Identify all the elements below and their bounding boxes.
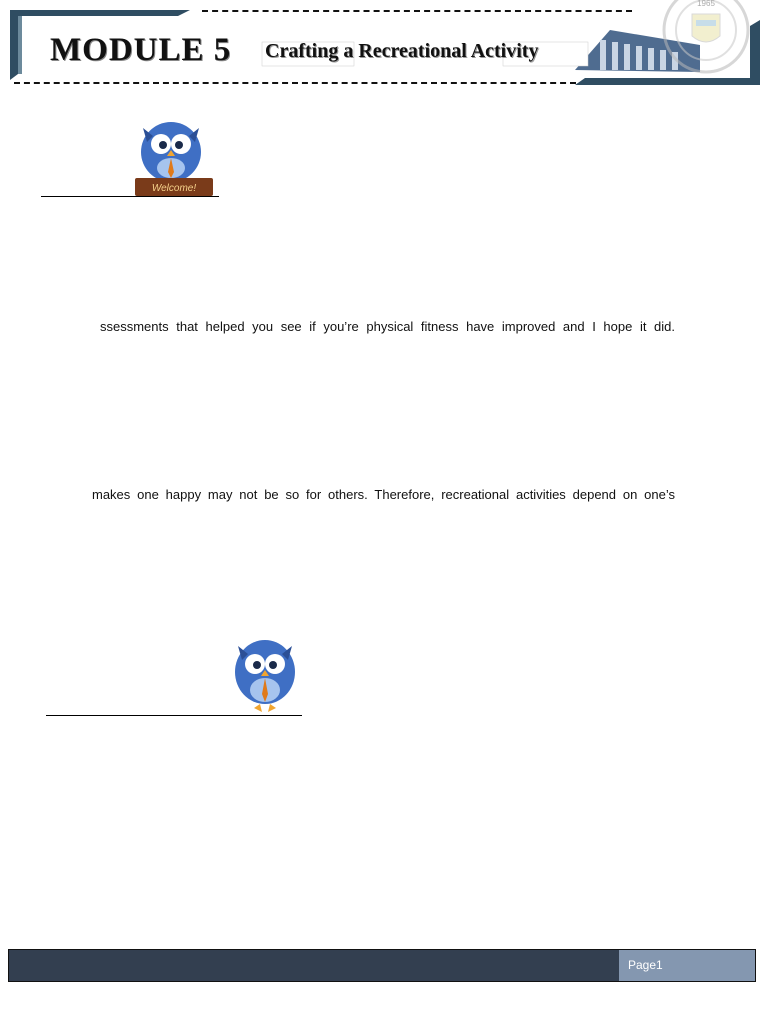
page-footer <box>8 949 756 982</box>
welcome-sign-text: Welcome! <box>151 183 197 194</box>
module-header <box>0 0 768 100</box>
welcome-section <box>41 110 219 200</box>
seal-year: 1965 <box>697 0 715 8</box>
module-subtitle: Crafting a Recreational Activity <box>265 40 539 62</box>
university-seal <box>664 0 748 72</box>
header-dashed-line-bottom <box>14 82 576 84</box>
page-number: Page1 <box>619 950 755 981</box>
owl-underline <box>46 715 302 716</box>
owl-section <box>46 630 302 718</box>
body-paragraph-2: makes one happy may not be so for others. Therefore, recreational activities depend on one’s <box>92 487 675 502</box>
owl-welcome-icon <box>129 114 219 198</box>
header-dashed-line-top <box>202 10 632 12</box>
owl-icon <box>228 632 302 716</box>
welcome-underline <box>41 196 219 197</box>
module-title: MODULE 5 <box>50 32 232 68</box>
body-paragraph-1: ssessments that helped you see if you’re physical fitness have improved and I hope it did. <box>100 319 675 334</box>
